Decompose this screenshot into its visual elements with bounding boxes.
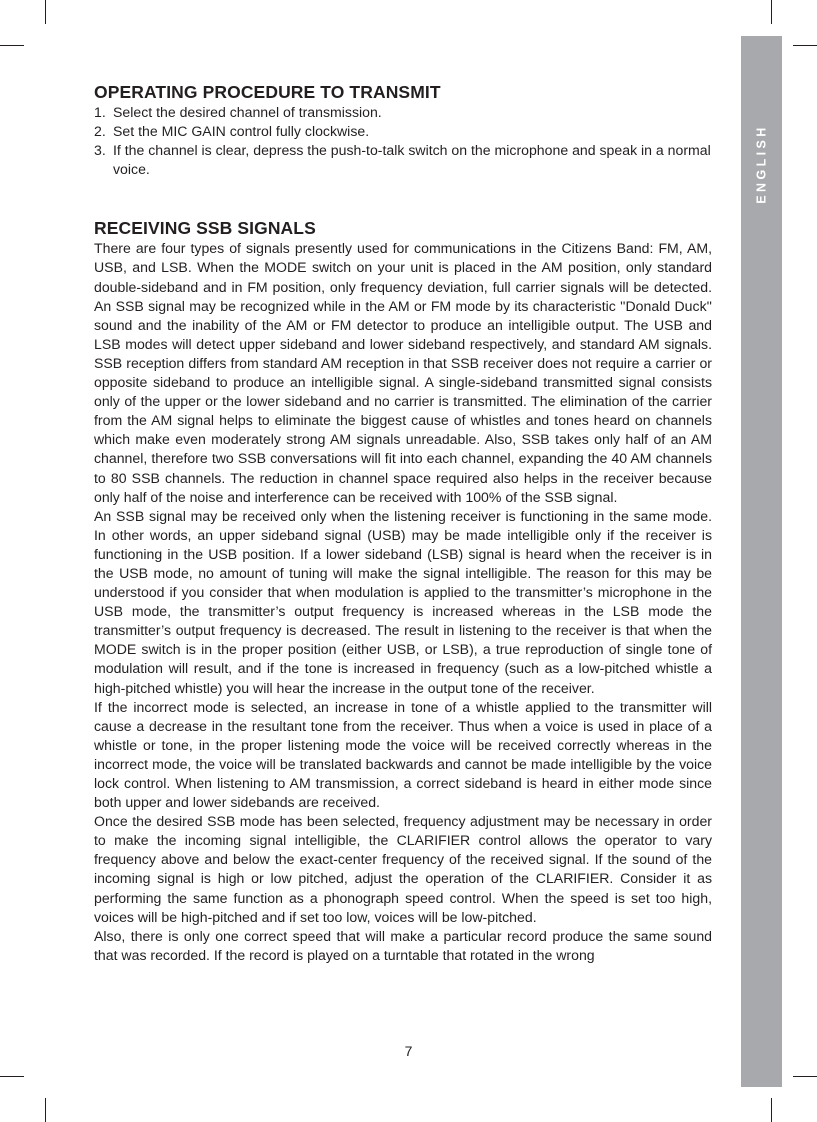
crop-mark-top-right: [771, 0, 772, 24]
paragraph: Once the desired SSB mode has been selected, frequency adjustment may be necessary in order to make the incoming signal intelligible, the CLARIFIER control allows the operator to vary frequency above and below the exact-center frequency of the received signal. If the sound of the incoming signal is high or low pitched, adjust the operation of the CLARIFIER. Consider it as performing the same function as a phonograph speed control. When the speed is set too high, voices will be high-pitched and if set too low, voices will be low-pitched.: [94, 813, 712, 925]
crop-mark-bottom-right: [771, 1098, 772, 1122]
page-number: 7: [404, 1043, 413, 1059]
crop-mark-top-left: [45, 0, 46, 24]
step-number: 3.: [94, 142, 106, 159]
section-title-transmit: OPERATING PROCEDURE TO TRANSMIT: [94, 82, 441, 102]
step-number: 2.: [94, 123, 106, 140]
crop-mark-bottom-left: [45, 1098, 46, 1122]
page-content: [94, 81, 712, 965]
crop-mark-left-bottom: [0, 1076, 24, 1077]
list-item: [94, 122, 712, 141]
transmit-steps-list: [94, 103, 712, 179]
crop-mark-right-bottom: [793, 1076, 817, 1077]
list-item: [94, 103, 712, 122]
list-item: [94, 141, 712, 179]
paragraph: There are four types of signals presently used for communications in the Citizens Band: FM, AM, USB, and LSB. When the MODE switch on your unit is placed in the AM position, only standard double-sideband and in FM position, only frequency deviation, full carrier signals will be detected. An SSB signal may be recognized while in the AM or FM mode by its characteristic ''Donald Duck'' sound and the inability of the AM or FM detector to produce an intelligible output. The USB and LSB modes will detect upper sideband and lower sideband respectively, and standard AM signals. SSB reception differs from standard AM reception in that SSB receiver does not require a carrier or opposite sideband to produce an intelligible signal. A single-sideband transmitted signal consists only of the upper or the lower sideband and no carrier is transmitted. The elimination of the carrier from the AM signal helps to eliminate the biggest cause of whistles and tones heard on channels which make even moderately strong AM signals unreadable. Also, SSB takes only half of an AM channel, therefore two SSB conversations will fit into each channel, expanding the 40 AM channels to 80 SSB channels. The reduction in channel space required also helps in the receiver because only half of the noise and interference can be received with 100% of the SSB signal.: [94, 240, 712, 505]
step-text: Set the MIC GAIN control fully clockwise.: [113, 123, 370, 140]
crop-mark-left-top: [0, 45, 24, 46]
step-text: If the channel is clear, depress the push-to-talk switch on the microphone and speak in a normal voice.: [113, 142, 711, 178]
language-label-text: ENGLISH: [754, 124, 769, 204]
paragraph: Also, there is only one correct speed that will make a particular record produce the same sound that was recorded. If the record is played on a turntable that rotated in the wrong: [94, 927, 712, 963]
language-side-tab: [741, 36, 782, 1087]
language-label: [741, 118, 782, 210]
step-text: Select the desired channel of transmission.: [113, 104, 382, 120]
step-number: 1.: [94, 104, 106, 120]
section-title-receiving-ssb: RECEIVING SSB SIGNALS: [94, 218, 316, 239]
paragraph: An SSB signal may be received only when the listening receiver is functioning in the same mode. In other words, an upper sideband signal (USB) may be made intelligible only if the receiver is functioning in the USB position. If a lower sideband (LSB) signal is heard when the receiver is in the USB mode, no amount of tuning will make the signal intelligible. The reason for this may be understood if you consider that when modulation is applied to the transmitter’s microphone in the USB mode, the transmitter’s output frequency is increased whereas in the LSB mode the transmitter’s output frequency is decreased. The result in listening to the receiver is that when the MODE switch is in the proper position (either USB, or LSB), a true reproduction of single tone of modulation will result, and if the tone is increased in frequency (such as a low-pitched whistle a high-pitched whistle) you will hear the increase in the output tone of the receiver.: [94, 507, 712, 696]
section-spacer: [94, 179, 712, 217]
paragraph: If the incorrect mode is selected, an increase in tone of a whistle applied to the transmitter will cause a decrease in the resultant tone from the receiver. Thus when a voice is used in place of a whistle or tone, in the proper listening mode the voice will be received correctly whereas in the incorrect mode, the voice will be translated backwards and cannot be made intelligible by the voice lock control. When listening to AM transmission, a correct sideband is heard in either mode since both upper and lower sidebands are received.: [94, 698, 712, 811]
crop-mark-right-top: [793, 45, 817, 46]
